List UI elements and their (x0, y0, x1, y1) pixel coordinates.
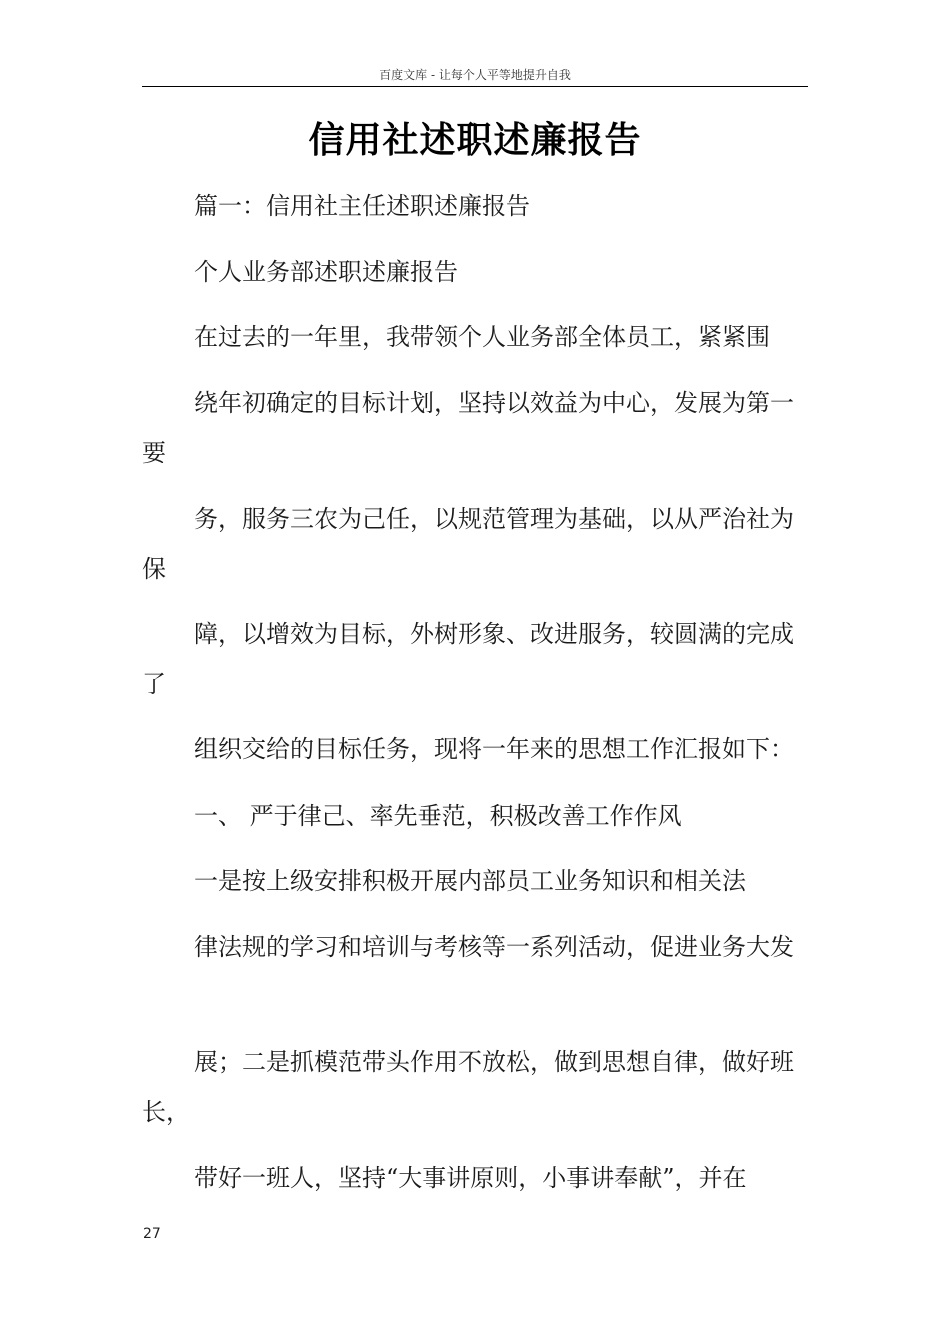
paragraph-4: 绕年初确定的目标计划，坚持以效益为中心，发展为第一要 (142, 389, 794, 467)
paragraph-7: 组织交给的目标任务，现将一年来的思想工作汇报如下： (194, 735, 794, 763)
paragraph-12: 带好一班人，坚持“大事讲原则，小事讲奉献”，并在 (194, 1164, 747, 1192)
paragraph-1: 篇一：信用社主任述职述廉报告 (194, 192, 530, 220)
page-number: 27 (143, 1226, 161, 1242)
paragraph-11: 展；二是抓模范带头作用不放松，做到思想自律，做好班长， (142, 1048, 794, 1126)
paragraph-9: 一是按上级安排积极开展内部员工业务知识和相关法 (194, 867, 746, 895)
page-header: 百度文库 - 让每个人平等地提升自我 (379, 68, 571, 82)
paragraph-10: 律法规的学习和培训与考核等一系列活动，促进业务大发 (194, 933, 794, 961)
document-title: 信用社述职述廉报告 (308, 120, 642, 161)
header-divider (142, 86, 808, 87)
paragraph-8: 一、 严于律己、率先垂范，积极改善工作作风 (194, 802, 682, 830)
paragraph-6: 障，以增效为目标，外树形象、改进服务，较圆满的完成了 (142, 620, 794, 698)
paragraph-5: 务，服务三农为己任，以规范管理为基础，以从严治社为保 (142, 505, 794, 583)
paragraph-3: 在过去的一年里，我带领个人业务部全体员工，紧紧围 (194, 323, 770, 351)
paragraph-2: 个人业务部述职述廉报告 (194, 258, 458, 286)
